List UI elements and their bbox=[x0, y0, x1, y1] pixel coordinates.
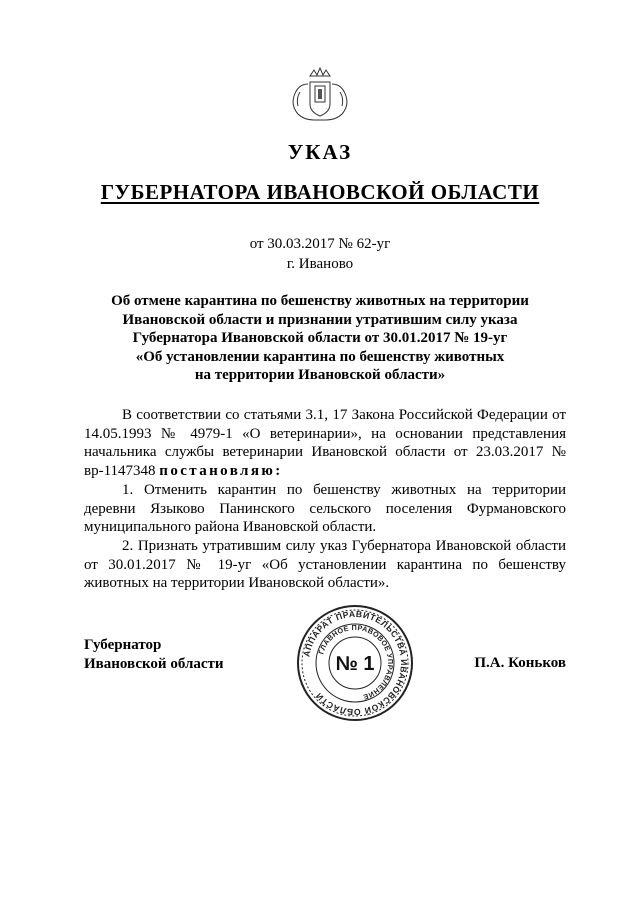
issuer-text: ГУБЕРНАТОРА ИВАНОВСКОЙ ОБЛАСТИ bbox=[100, 180, 540, 204]
document-city: г. Иваново bbox=[286, 256, 354, 272]
seal-number: № 1 bbox=[335, 653, 375, 675]
item-1: 1. Отменить карантин по бешенству животных на территории деревни Языково Панинского сельского поселения Фурмановского муниципального района Ивановской области. bbox=[84, 481, 566, 536]
heading-line: на территории Ивановской области» bbox=[194, 367, 446, 383]
document-subtitle bbox=[0, 180, 640, 205]
document-title: УКАЗ bbox=[287, 140, 353, 164]
position-line: Губернатор bbox=[84, 637, 162, 653]
seal-inner-text: ГЛАВНОЕ ПРАВОВОЕ УПРАВЛЕНИЕ bbox=[316, 622, 396, 702]
item-2: 2. Признать утратившим силу указ Губернатора Ивановской области от 30.01.2017 № 19-уг «Об установлении карантина по бешенству животных на территории Ивановской области». bbox=[84, 537, 566, 592]
heading-line: «Об установлении карантина по бешенству животных bbox=[135, 348, 505, 365]
document-heading bbox=[90, 292, 550, 385]
heading-line: Ивановской области и признании утратившим силу указа bbox=[122, 311, 518, 328]
coat-of-arms-icon bbox=[288, 62, 352, 126]
document-body bbox=[84, 406, 566, 593]
official-seal bbox=[296, 604, 414, 722]
signatory-name: П.А. Коньков bbox=[474, 655, 566, 671]
preamble-colon: : bbox=[275, 463, 281, 480]
preamble-text: В соответствии со статьями 3.1, 17 Закона Российской Федерации от 14.05.1993 № 4979-1 «О ветеринарии», на основании представления начальника службы ветеринарии Ивановской области от 23.03.2017 № вр-1147348 bbox=[84, 407, 566, 480]
preamble-keyword: постановляю bbox=[159, 463, 276, 480]
seal-outer-text: АППАРАТ ПРАВИТЕЛЬСТВА ИВАНОВСКОЙ ОБЛАСТИ bbox=[301, 608, 410, 718]
heading-line: Губернатора Ивановской области от 30.01.2017 № 19-уг bbox=[132, 330, 508, 346]
position-line: Ивановской области bbox=[84, 655, 224, 672]
heading-line: Об отмене карантина по бешенству животных на территории bbox=[111, 293, 529, 309]
preamble-paragraph bbox=[84, 406, 566, 481]
document-date: от 30.03.2017 № 62-уг bbox=[249, 236, 391, 252]
signatory-position bbox=[84, 636, 224, 673]
